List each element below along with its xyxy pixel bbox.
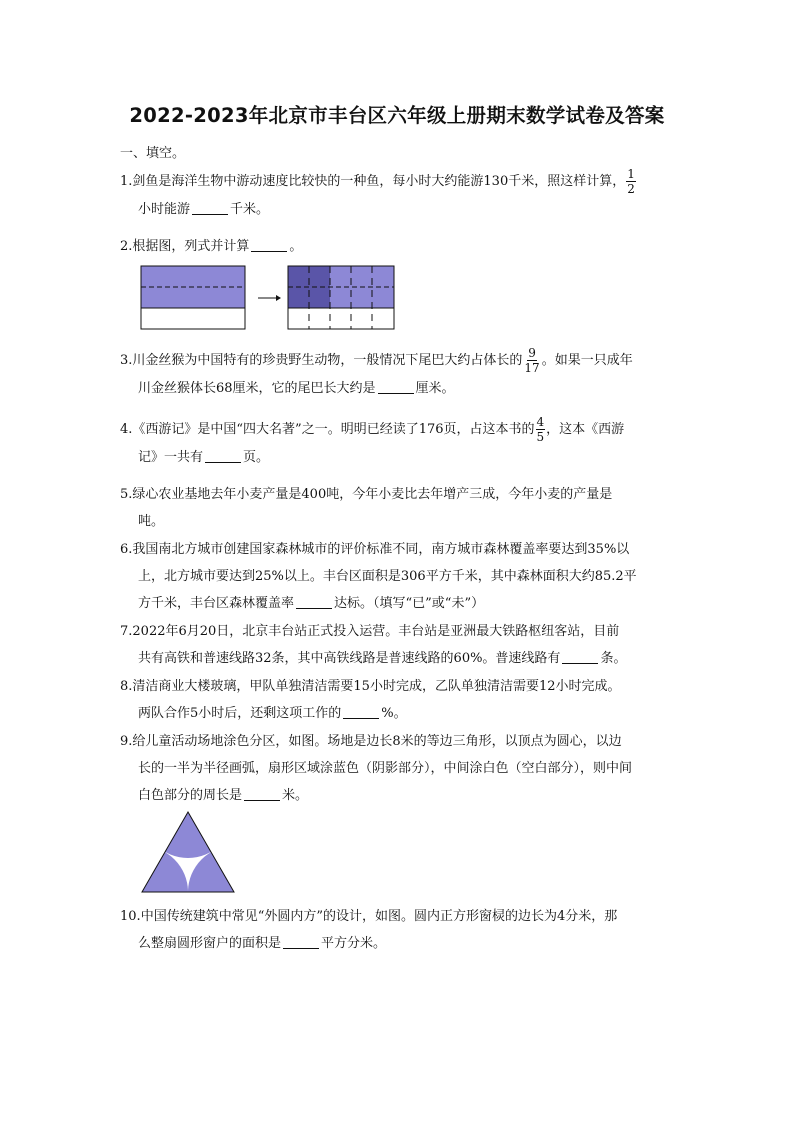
- page-title: 2022-2023年北京市丰台区六年级上册期末数学试卷及答案: [129, 104, 665, 127]
- question-number: 1.: [120, 174, 133, 189]
- answer-blank[interactable]: [192, 200, 228, 215]
- question-text: 绿心农业基地去年小麦产量是400吨，今年小麦比去年增产三成，今年小麦的产量是: [132, 487, 613, 502]
- question-text: 米。: [282, 788, 309, 803]
- question-text: 上，北方城市要达到25%以上。丰台区面积是306平方千米，其中森林面积大约85.2平: [138, 569, 637, 584]
- question-6: [120, 536, 680, 617]
- question-2: [120, 233, 680, 260]
- question-number: 3.: [120, 353, 133, 368]
- fraction: $\frac{4}{5}$: [536, 415, 545, 444]
- question-number: 7.: [120, 624, 133, 639]
- question-number: 9.: [120, 734, 133, 749]
- answer-blank[interactable]: [283, 934, 319, 949]
- question-text: 千米。: [230, 202, 270, 217]
- question-10: [120, 903, 680, 957]
- question-text: 共有高铁和普速线路32条，其中高铁线路是普速线路的60%。普速线路有: [138, 651, 561, 666]
- q9-triangle-figure: [140, 810, 236, 894]
- question-text: 川金丝猴为中国特有的珍贵野生动物，一般情况下尾巴大约占体长的: [132, 353, 523, 368]
- question-text: 我国南北方城市创建国家森林城市的评价标准不同，南方城市森林覆盖率要达到35%以: [132, 542, 630, 557]
- question-7: [120, 618, 680, 672]
- answer-blank[interactable]: [378, 379, 414, 394]
- fraction: $\frac{9}{17}$: [524, 346, 540, 375]
- question-text: 达标。（填写“已”或“未”）: [334, 596, 485, 611]
- section-heading: 一、填空。: [120, 146, 186, 161]
- answer-blank[interactable]: [562, 649, 598, 664]
- question-text: 清洁商业大楼玻璃，甲队单独清洁需要15小时完成，乙队单独清洁需要12小时完成。: [132, 679, 621, 694]
- question-text: 厘米。: [415, 381, 455, 396]
- question-text: 记》一共有: [138, 450, 204, 465]
- question-text: 剑鱼是海洋生物中游动速度比较快的一种鱼，每小时大约能游130千米，照这样计算，: [132, 174, 626, 189]
- answer-blank[interactable]: [343, 704, 379, 719]
- question-4: [120, 415, 680, 471]
- answer-blank[interactable]: [296, 594, 332, 609]
- question-text: 平方分米。: [321, 936, 387, 951]
- question-text: 《西游记》是中国“四大名著”之一。明明已经读了176页，占这本书的: [132, 422, 535, 437]
- question-number: 4.: [120, 422, 133, 437]
- question-text: 给儿童活动场地涂色分区，如图。场地是边长8米的等边三角形，以顶点为圆心，以边: [132, 734, 622, 749]
- question-number: 8.: [120, 679, 133, 694]
- question-text: 。: [289, 239, 303, 254]
- question-text: 吨。: [138, 514, 165, 529]
- question-text: %。: [381, 706, 407, 721]
- answer-blank[interactable]: [205, 448, 241, 463]
- question-text: 。如果一只成年: [541, 353, 633, 368]
- question-text: 长的一半为半径画弧，扇形区域涂蓝色（阴影部分），中间涂白色（空白部分），则中间: [138, 761, 633, 776]
- question-number: 10.: [120, 909, 141, 924]
- question-text: 页。: [243, 450, 270, 465]
- question-text: 两队合作5小时后，还剩这项工作的: [138, 706, 342, 721]
- question-8: [120, 673, 680, 727]
- question-number: 6.: [120, 542, 133, 557]
- question-text: 么整扇圆形窗户的面积是: [138, 936, 282, 951]
- answer-blank[interactable]: [251, 237, 287, 252]
- question-text: 小时能游: [138, 202, 191, 217]
- question-text: 白色部分的周长是: [138, 788, 243, 803]
- q2-figure: [140, 265, 400, 333]
- fraction: $\frac{1}{2}$: [627, 167, 635, 196]
- question-text: 条。: [600, 651, 627, 666]
- question-1: [120, 167, 680, 223]
- question-text: 2022年6月20日，北京丰台站正式投入运营。丰台站是亚洲最大铁路枢纽客站，目前: [132, 624, 620, 639]
- answer-blank[interactable]: [244, 786, 280, 801]
- question-text: 中国传统建筑中常见“外圆内方”的设计，如图。圆内正方形窗棂的边长为4分米，那: [140, 909, 618, 924]
- question-number: 5.: [120, 487, 133, 502]
- question-3: [120, 346, 680, 402]
- question-text: ，这本《西游: [546, 422, 625, 437]
- question-text: 川金丝猴体长68厘米，它的尾巴长大约是: [138, 381, 376, 396]
- question-text: 方千米，丰台区森林覆盖率: [138, 596, 295, 611]
- question-9: [120, 728, 680, 809]
- question-text: 根据图，列式并计算: [132, 239, 250, 254]
- question-5: [120, 481, 680, 535]
- question-number: 2.: [120, 239, 133, 254]
